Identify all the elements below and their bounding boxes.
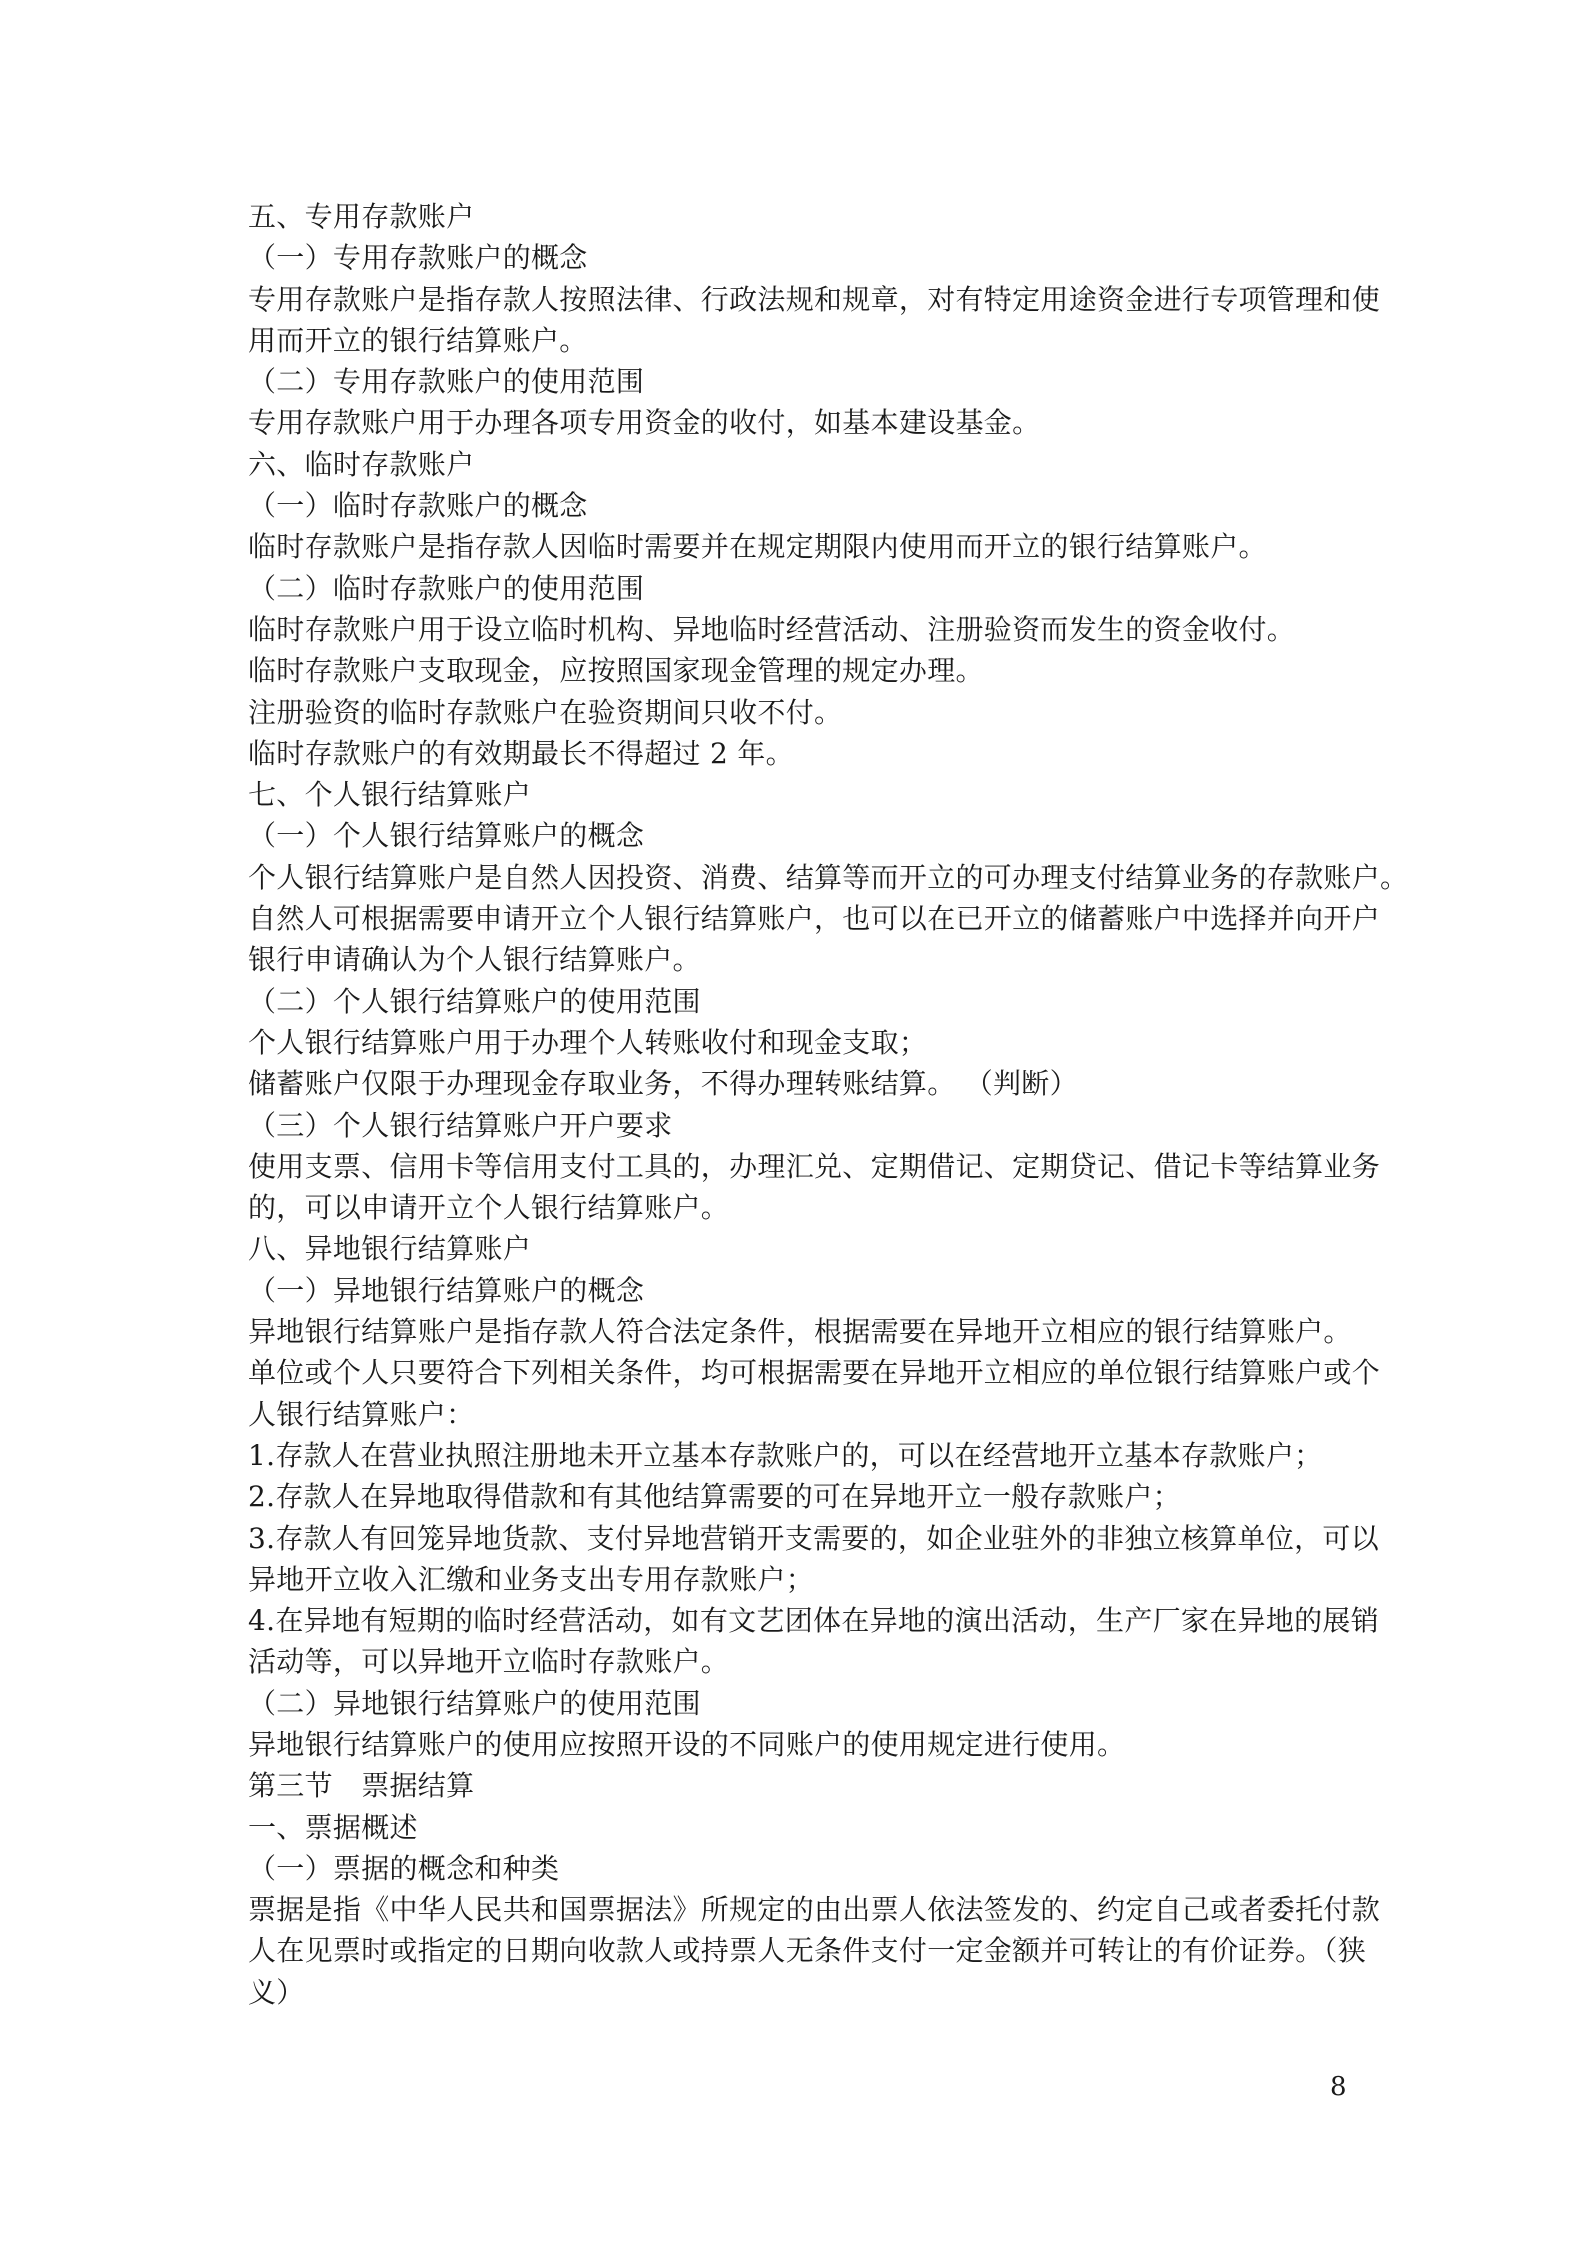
- paragraph-line: 票据是指《中华人民共和国票据法》所规定的由出票人依法签发的、约定自己或者委托付款: [248, 1893, 1381, 1927]
- paragraph-line: 单位或个人只要符合下列相关条件，均可根据需要在异地开立相应的单位银行结算账户或个: [248, 1356, 1381, 1390]
- page-number: 8: [1330, 2072, 1347, 2102]
- subsection-heading: （一）票据的概念和种类: [248, 1851, 560, 1885]
- paragraph-line: 人在见票时或指定的日期向收款人或持票人无条件支付一定金额并可转让的有价证券。（狭: [248, 1934, 1367, 1968]
- list-item-continuation: 异地开立收入汇缴和业务支出专用存款账户；: [248, 1562, 815, 1596]
- section-heading: 七、个人银行结算账户: [248, 778, 532, 812]
- section-heading: 八、异地银行结算账户: [248, 1232, 532, 1266]
- paragraph-line: 异地银行结算账户是指存款人符合法定条件，根据需要在异地开立相应的银行结算账户。: [248, 1315, 1352, 1349]
- section-heading: 六、临时存款账户: [248, 447, 475, 481]
- section-heading: 五、专用存款账户: [248, 200, 475, 233]
- subsection-heading: （二）专用存款账户的使用范围: [248, 365, 645, 399]
- subsection-heading: （一）异地银行结算账户的概念: [248, 1273, 645, 1307]
- paragraph-line: 专用存款账户用于办理各项专用资金的收付，如基本建设基金。: [248, 406, 1041, 440]
- document-body: [248, 196, 1409, 2013]
- subsection-heading: （三）个人银行结算账户开户要求: [248, 1108, 673, 1142]
- paragraph-line: 使用支票、信用卡等信用支付工具的，办理汇兑、定期借记、定期贷记、借记卡等结算业务: [248, 1149, 1381, 1183]
- paragraph-line: 临时存款账户的有效期最长不得超过 2 年。: [248, 736, 794, 770]
- list-item-continuation: 活动等，可以异地开立临时存款账户。: [248, 1645, 730, 1679]
- subsection-heading: （一）个人银行结算账户的概念: [248, 819, 645, 853]
- paragraph-line: 自然人可根据需要申请开立个人银行结算账户，也可以在已开立的储蓄账户中选择并向开户: [248, 902, 1381, 936]
- paragraph-line: 储蓄账户仅限于办理现金存取业务，不得办理转账结算。 （判断）: [248, 1067, 1078, 1101]
- section-heading: 一、票据概述: [248, 1810, 418, 1844]
- list-item: 3.存款人有回笼异地货款、支付异地营销开支需要的，如企业驻外的非独立核算单位，可以: [248, 1521, 1380, 1555]
- list-item: 2.存款人在异地取得借款和有其他结算需要的可在异地开立一般存款账户；: [248, 1480, 1181, 1514]
- paragraph-line: 专用存款账户是指存款人按照法律、行政法规和规章，对有特定用途资金进行专项管理和使: [248, 282, 1381, 316]
- subsection-heading: （二）个人银行结算账户的使用范围: [248, 984, 701, 1018]
- subsection-heading: （二）异地银行结算账户的使用范围: [248, 1686, 701, 1720]
- paragraph-line: 临时存款账户用于设立临时机构、异地临时经营活动、注册验资而发生的资金收付。: [248, 612, 1296, 646]
- paragraph-line: 临时存款账户是指存款人因临时需要并在规定期限内使用而开立的银行结算账户。: [248, 530, 1267, 564]
- subsection-heading: （一）专用存款账户的概念: [248, 241, 588, 275]
- paragraph-line: 个人银行结算账户是自然人因投资、消费、结算等而开立的可办理支付结算业务的存款账户。: [248, 860, 1409, 894]
- subsection-heading: （一）临时存款账户的概念: [248, 489, 588, 523]
- paragraph-line: 用而开立的银行结算账户。: [248, 323, 588, 357]
- paragraph-line: 临时存款账户支取现金，应按照国家现金管理的规定办理。: [248, 654, 984, 688]
- paragraph-line: 的，可以申请开立个人银行结算账户。: [248, 1191, 730, 1225]
- list-item: 4.在异地有短期的临时经营活动，如有文艺团体在异地的演出活动，生产厂家在异地的展销: [248, 1604, 1380, 1638]
- paragraph-line: 注册验资的临时存款账户在验资期间只收不付。: [248, 695, 843, 729]
- paragraph-line: 异地银行结算账户的使用应按照开设的不同账户的使用规定进行使用。: [248, 1727, 1126, 1761]
- paragraph-line: 个人银行结算账户用于办理个人转账收付和现金支取；: [248, 1025, 928, 1059]
- paragraph-line: 人银行结算账户：: [248, 1397, 475, 1431]
- list-item: 1.存款人在营业执照注册地未开立基本存款账户的，可以在经营地开立基本存款账户；: [248, 1438, 1323, 1472]
- paragraph-line: 银行申请确认为个人银行结算账户。: [248, 943, 701, 977]
- chapter-section-heading: 第三节 票据结算: [248, 1769, 475, 1803]
- paragraph-line: 义）: [248, 1975, 305, 2009]
- subsection-heading: （二）临时存款账户的使用范围: [248, 571, 645, 605]
